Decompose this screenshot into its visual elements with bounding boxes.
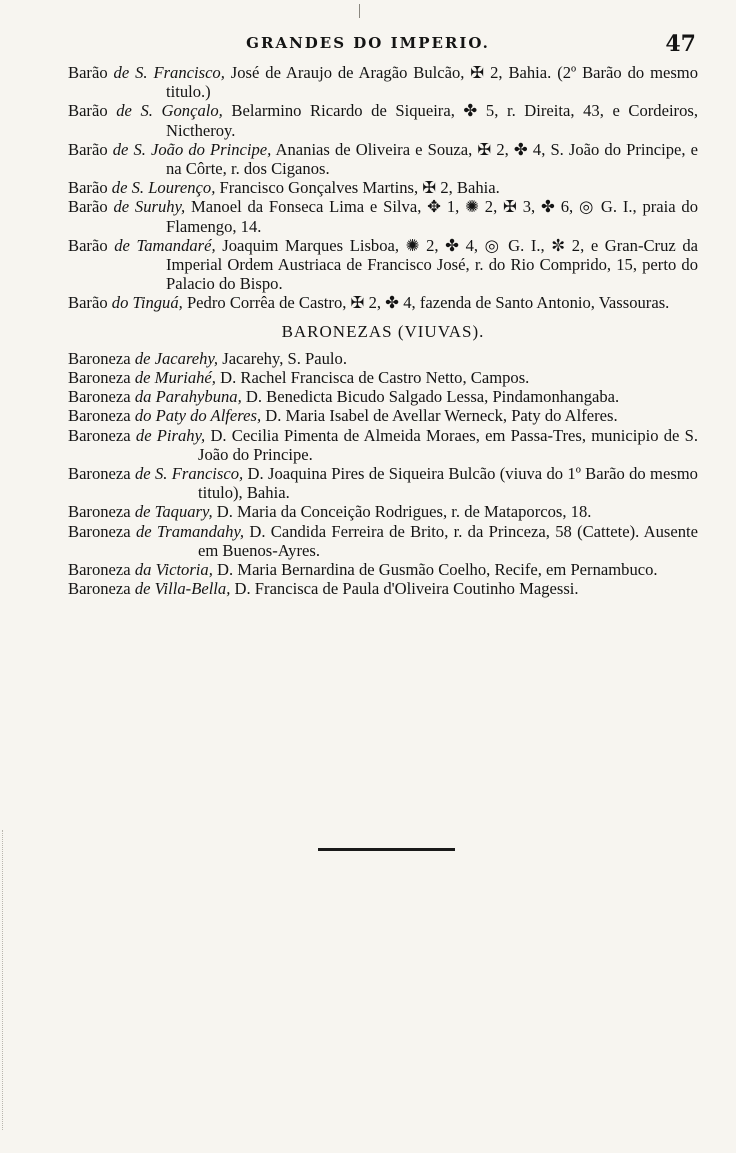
margin-marks [2,830,9,1130]
entry-title: Barão [68,293,108,313]
entry-title: Baroneza [68,406,131,426]
list-item [68,368,698,387]
entry-preposition: de [112,139,129,159]
entry-text: D. Candida Ferreira de Brito, r. da Princeza, 58 (Cattete). Ausente em Buenos-Ayres. [198,521,699,560]
entry-text: Belarmino Ricardo de Siqueira, ✤ 5, r. Direita, 43, e Cordeiros, Nictheroy. [166,101,698,140]
list-item [68,406,698,425]
entry-title: Baroneza [68,368,131,388]
entry-title: Baroneza [68,348,131,368]
list-item [68,560,698,579]
entry-text: D. Benedicta Bicudo Salgado Lessa, Pindamonhangaba. [245,387,620,407]
end-rule [318,848,455,851]
entry-place: Jacarehy, [154,348,219,368]
list-item [68,293,698,312]
entry-text: José de Araujo de Aragão Bulcão, ✠ 2, Bahia. (2º Barão do mesmo titulo.) [166,63,699,102]
entry-title: Baroneza [68,560,131,580]
entry-place: S. João do Principe, [133,139,272,159]
entry-place: Pirahy, [156,425,206,445]
entry-preposition: de [134,502,151,522]
running-title: GRANDES DO IMPERIO. [246,34,490,52]
entry-place: S. Gonçalo, [140,101,223,121]
entry-preposition: de [135,425,152,445]
entry-preposition: de [134,368,151,388]
list-item [68,197,698,235]
list-item [68,387,698,406]
entry-preposition: de [134,464,151,484]
entry-text: D. Maria da Conceição Rodrigues, r. de Mataporcos, 18. [216,502,592,522]
list-item [68,426,698,464]
list-item [68,349,698,368]
page-number: 47 [665,31,696,57]
entry-preposition: de [114,235,130,255]
entry-text: D. Joaquina Pires de Siqueira Bulcão (viuva do 1º Barão do mesmo titulo), Bahia. [198,464,698,503]
entry-preposition: de [113,63,130,82]
section-heading: BARONEZAS (VIUVAS). [281,321,485,341]
top-margin-mark [359,4,360,18]
entry-text: D. Cecilia Pimenta de Almeida Moraes, em Passa-Tres, municipio de S. João do Principe. [198,425,699,464]
entry-place: Tamandaré, [136,235,216,255]
page-content [68,63,698,598]
entry-title: Barão [68,235,108,255]
entry-text: Francisco Gonçalves Martins, ✠ 2, Bahia. [219,178,500,198]
entry-title: Baroneza [68,387,131,407]
entry-title: Baroneza [68,425,131,445]
entry-place: Taquary, [154,502,213,522]
barons-list [68,63,698,313]
list-item [68,502,698,521]
entry-title: Baroneza [68,502,131,522]
entry-title: Baroneza [68,464,131,484]
entry-place: Villa-Bella, [154,579,231,599]
entry-place: S. Francisco, [135,63,225,82]
baronesses-list [68,349,698,599]
entry-title: Barão [68,101,108,121]
list-item [68,178,698,197]
entry-place: S. Francisco, [154,464,244,484]
entry-place: Victoria, [155,560,213,580]
list-item [68,464,698,502]
entry-preposition: do [111,293,129,313]
entry-place: Tramandahy, [156,521,245,541]
entry-preposition: de [134,348,151,368]
list-item [68,140,698,178]
entry-place: Tinguá, [132,293,183,313]
entry-preposition: de [135,521,152,541]
entry-preposition: do [134,406,152,426]
entry-preposition: de [113,197,130,217]
entry-text: Manoel da Fonseca Lima e Silva, ✥ 1, ✺ 2, ✠ 3, ✤ 6, ◎ G. I., praia do Flamengo, 14. [166,197,699,236]
entry-text: Jacarehy, S. Paulo. [222,348,347,368]
entry-place: Paty do Alferes, [155,406,262,426]
entry-text: D. Francisca de Paula d'Oliveira Coutinho Magessi. [234,579,579,599]
entry-place: Parahybuna, [155,387,242,407]
entry-place: Suruhy, [134,197,186,217]
entry-text: D. Maria Isabel de Avellar Werneck, Paty do Alferes. [265,406,618,426]
entry-preposition: de [134,579,151,599]
entry-title: Barão [68,197,108,217]
entry-text: Pedro Corrêa de Castro, ✠ 2, ✤ 4, fazenda de Santo Antonio, Vassouras. [186,293,670,313]
entry-text: D. Rachel Francisca de Castro Netto, Campos. [220,368,530,388]
entry-title: Baroneza [68,579,131,599]
entry-preposition: de [111,178,128,198]
list-item [68,101,698,139]
list-item [68,522,698,560]
entry-title: Barão [68,63,108,82]
list-item [68,579,698,598]
entry-title: Barão [68,139,108,159]
running-head [0,31,736,57]
entry-title: Barão [68,178,108,198]
entry-text: D. Maria Bernardina de Gusmão Coelho, Recife, em Pernambuco. [217,560,658,580]
entry-place: Muriahé, [154,368,216,388]
entry-preposition: de [116,101,132,121]
entry-text: Joaquim Marques Lisboa, ✺ 2, ✤ 4, ◎ G. I., ✼ 2, e Gran-Cruz da Imperial Ordem Austriaca de Francisco José, r. do Rio Comprido, 15, perto do Palacio do Bispo. [166,235,698,294]
list-item [68,236,698,294]
list-item [68,63,698,101]
entry-preposition: da [134,560,152,580]
entry-place: S. Lourenço, [131,178,216,198]
entry-preposition: da [134,387,152,407]
entry-title: Baroneza [68,521,131,541]
entry-text: Ananias de Oliveira e Souza, ✠ 2, ✤ 4, S. João do Principe, e na Côrte, r. dos Ciganos. [166,139,698,179]
